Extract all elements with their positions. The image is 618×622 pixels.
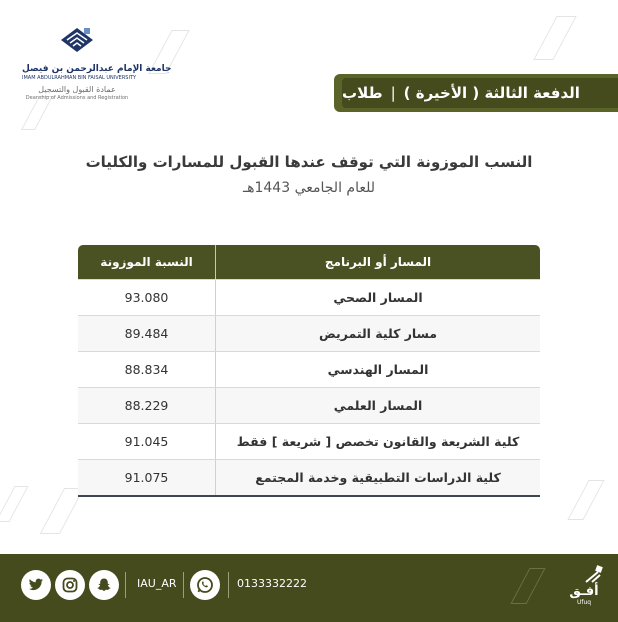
program-cell: كلية الدراسات التطبيقية وخدمة المجتمع [255, 470, 501, 485]
header-program: المسار أو البرنامج [324, 255, 432, 269]
score-cell: 88.834 [78, 352, 216, 387]
ufuq-logo [560, 564, 608, 612]
score-cell: 93.080 [78, 280, 216, 315]
ufuq-text-en: Ufuq [576, 599, 592, 606]
social-handle[interactable]: IAU_AR [137, 577, 177, 590]
score-cell: 89.484 [78, 316, 216, 351]
header-banner [334, 74, 618, 112]
header-score: النسبة الموزونة [78, 245, 216, 279]
program-cell: المسار الصحي [333, 290, 423, 305]
decorative-shape [567, 480, 604, 520]
twitter-icon[interactable] [21, 570, 51, 600]
table-header [78, 245, 540, 279]
gender-label: طلاب [342, 84, 383, 102]
instagram-icon[interactable] [55, 570, 85, 600]
table-row [78, 423, 540, 459]
score-cell: 91.045 [78, 424, 216, 459]
batch-label: الدفعة الثالثة ( الأخيرة ) [403, 84, 580, 102]
ufuq-mark-icon [582, 564, 604, 584]
decorative-shape [510, 568, 545, 604]
table-row [78, 351, 540, 387]
decorative-shape [0, 486, 29, 522]
whatsapp-icon[interactable] [190, 570, 220, 600]
university-logo [22, 26, 172, 102]
table-row [78, 459, 540, 495]
scores-table [78, 245, 540, 497]
university-emblem-icon [57, 26, 97, 56]
footer-divider [228, 572, 229, 598]
page-subtitle: للعام الجامعي 1443هـ [243, 180, 375, 196]
program-cell: مسار كلية التمريض [318, 326, 438, 341]
university-name-en: IMAM ABDULRAHMAN BIN FAISAL UNIVERSITY [22, 75, 137, 81]
table-row [78, 315, 540, 351]
footer-divider [183, 572, 184, 598]
ufuq-text-ar: أفـق [569, 584, 599, 599]
decorative-shape [533, 16, 576, 60]
banner-separator: | [390, 84, 396, 102]
page-title: النسب الموزونة التي توقف عندها القبول للمسارات والكليات [85, 153, 533, 171]
phone-number[interactable]: 0133332222 [237, 577, 307, 590]
table-row [78, 387, 540, 423]
score-cell: 88.229 [78, 388, 216, 423]
deanship-name-en: Deanship of Admissions and Registration [25, 95, 129, 101]
deanship-name-ar: عمادة القبول والتسجيل [38, 85, 116, 94]
score-cell: 91.075 [78, 460, 216, 495]
table-row [78, 279, 540, 315]
footer-divider [125, 572, 126, 598]
snapchat-icon[interactable] [89, 570, 119, 600]
program-cell: كلية الشريعة والقانون تخصص [ شريعة ] فقط [236, 434, 520, 449]
university-name-ar: جامعة الإمام عبدالرحمن بن فيصل [22, 64, 172, 74]
program-cell: المسار الهندسي [327, 362, 429, 377]
program-cell: المسار العلمي [333, 398, 423, 413]
footer-bar [0, 554, 618, 622]
